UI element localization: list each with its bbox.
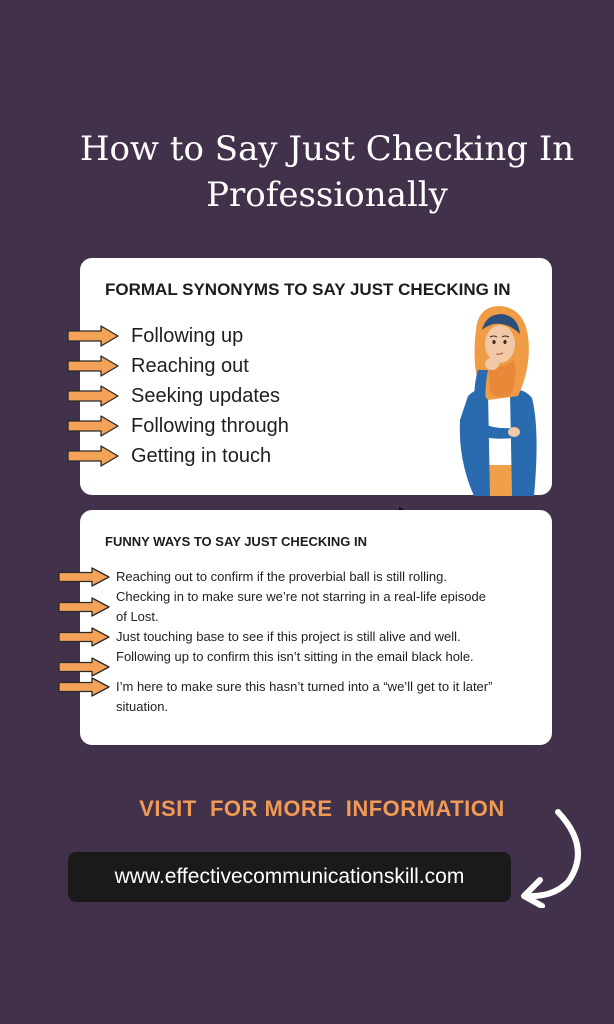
arrow-right-icon [67,385,119,407]
arrow-right-icon [67,355,119,377]
page-title: How to Say Just Checking In Professionally [79,129,575,215]
arrow-right-icon [58,657,110,677]
formal-item-label: Getting in touch [131,444,272,467]
funny-item-label: I’m here to make sure this hasn’t turned into a “we’ll get to it later” situation. [116,679,493,714]
arrow-right-icon [67,325,119,347]
funny-item-label: Checking in to make sure we’re not starring in a real-life episode of Lost. [116,589,486,624]
formal-item-label: Following through [131,414,289,437]
arrow-right-icon [58,567,110,587]
funny-ways-list [58,567,496,717]
arrow-right-icon [67,415,119,437]
arrow-right-icon [58,677,110,697]
list-item [67,321,289,351]
arrow-right-icon [58,597,110,617]
funny-item-label: Following up to confirm this isn’t sitting in the email black hole. [116,649,474,664]
formal-item-label: Seeking updates [131,384,281,407]
list-item [58,587,496,627]
list-item [67,411,289,441]
list-item [67,441,289,471]
formal-item-label: Following up [131,324,244,347]
list-item [58,627,496,647]
funny-ways-card [80,510,552,745]
list-item [67,351,289,381]
arrow-right-icon [58,627,110,647]
formal-item-label: Reaching out [131,354,249,377]
list-item [67,381,289,411]
funny-item-label: Reaching out to confirm if the proverbial ball is still rolling. [116,569,447,584]
funny-item-label: Just touching base to see if this project is still alive and well. [116,629,461,644]
curved-arrow-icon [510,808,590,908]
list-item [58,567,496,587]
list-item [58,647,496,677]
funny-ways-heading: FUNNY WAYS TO SAY JUST CHECKING IN [105,534,367,549]
list-item [58,677,496,717]
formal-synonyms-heading: FORMAL SYNONYMS TO SAY JUST CHECKING IN [105,280,511,299]
website-link[interactable]: www.effectivecommunicationskill.com [68,852,511,902]
arrow-right-icon [67,445,119,467]
thinking-woman-illustration [448,300,548,496]
visit-callout: VISIT FOR MORE INFORMATION [139,796,505,821]
formal-synonyms-list [67,321,289,471]
